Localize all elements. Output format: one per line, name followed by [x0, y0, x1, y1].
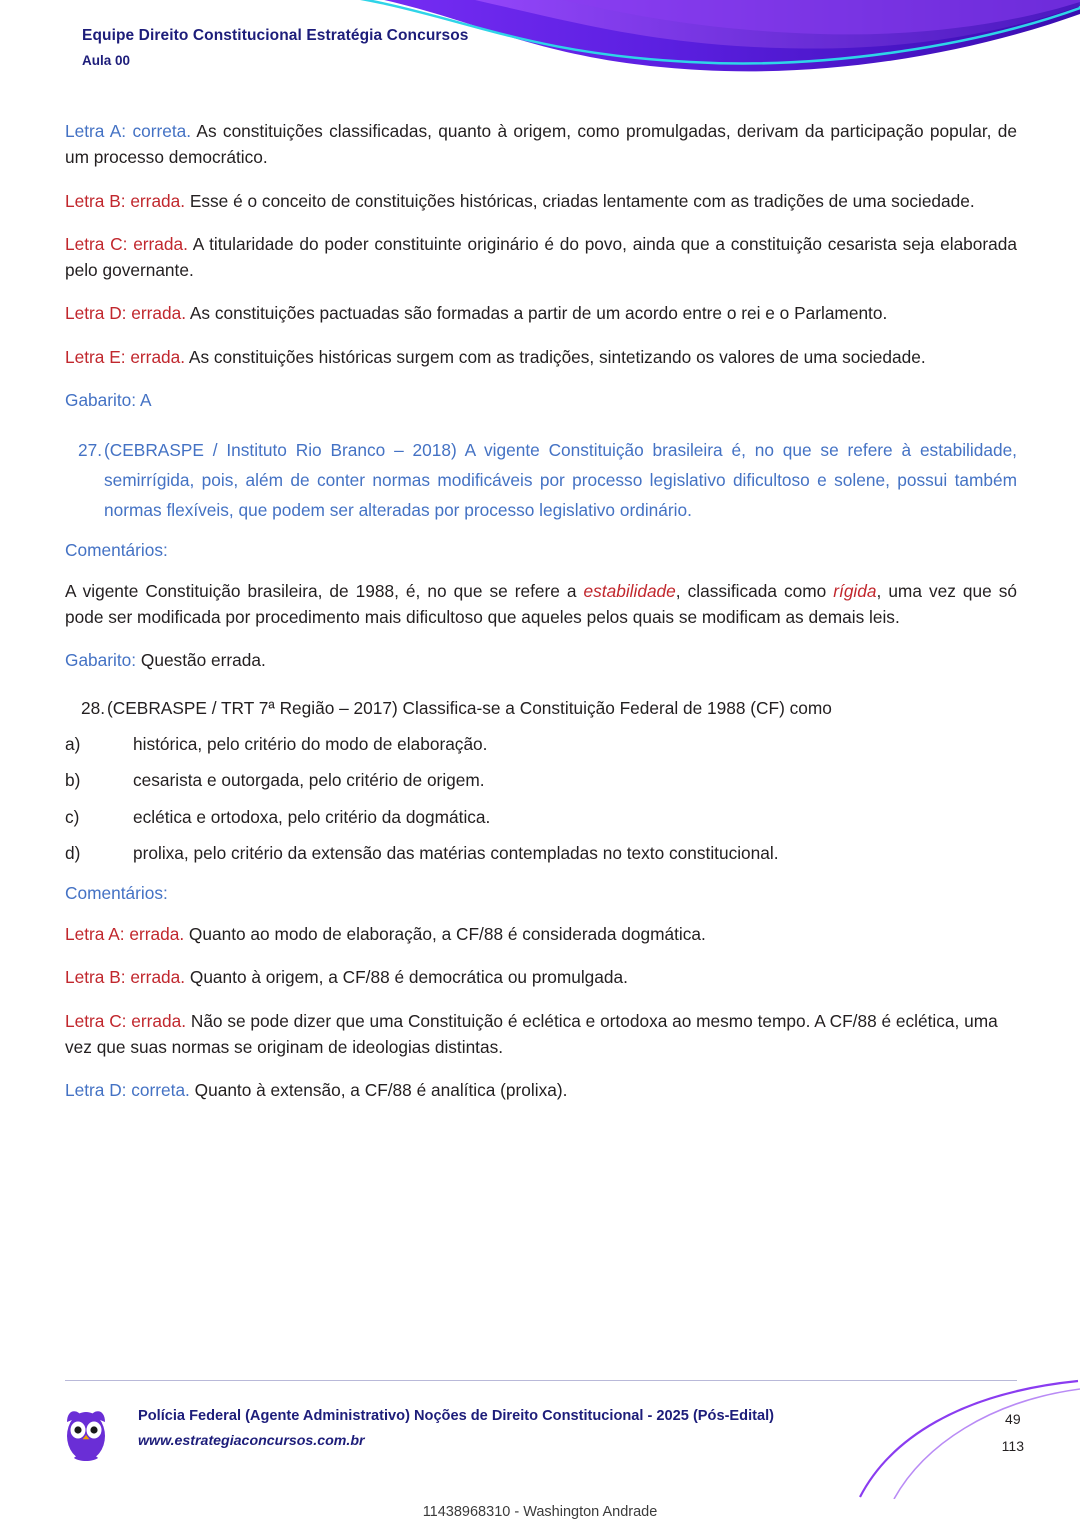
question-27-text: (CEBRASPE / Instituto Rio Branco – 2018) A vigente Constituição brasileira é, no que se refere à estabilidade, semirrígida, pois, além de conter normas modificáveis por processo legislativo dificultoso e solene, possui também normas flexíveis, que podem ser alteradas por processo legislativo ordinário.	[104, 440, 1017, 520]
footer-swoosh-graphic	[850, 1379, 1080, 1499]
q27-comment-italic-2: rígida	[833, 580, 877, 601]
question-28-number: 28.	[81, 698, 106, 719]
alternative-a	[65, 732, 1017, 756]
page-number-block	[1002, 1406, 1024, 1461]
alternative-d-letter: d)	[65, 842, 81, 863]
text-q28-letter-d: Quanto à extensão, a CF/88 é analítica (prolixa).	[189, 1080, 568, 1101]
alternative-d	[65, 841, 1017, 865]
document-content	[65, 118, 1017, 1121]
label-gabarito-2: Gabarito:	[65, 650, 137, 671]
alternative-b	[65, 768, 1017, 792]
question-28	[65, 696, 1017, 722]
header-lesson-label: Aula 00	[82, 53, 131, 68]
owl-logo-icon	[62, 1406, 110, 1462]
paragraph-letter-a	[65, 118, 1017, 171]
label-letter-a: Letra A: correta.	[65, 121, 192, 141]
text-letter-d: As constituições pactuadas são formadas a partir de um acordo entre o rei e o Parlamento.	[186, 303, 888, 324]
alternative-a-letter: a)	[65, 734, 81, 755]
label-letter-e: Letra E: errada.	[65, 346, 186, 367]
alternative-d-text: prolixa, pelo critério da extensão das matérias contempladas no texto constitucional.	[133, 842, 779, 863]
label-letter-c: Letra C: errada.	[65, 233, 188, 254]
q27-comment-part1: A vigente Constituição brasileira, de 1988, é, no que se refere a	[65, 580, 584, 601]
text-q28-letter-b: Quanto à origem, a CF/88 é democrática ou promulgada.	[185, 967, 628, 988]
value-gabarito-1: A	[136, 389, 152, 410]
paragraph-q28-letter-c	[65, 1008, 1017, 1061]
q27-comment-part3: , uma vez que só pode ser modificada por procedimento mais dificultoso que aqueles pelos quais se modificam as demais leis.	[65, 580, 1017, 627]
label-letter-b: Letra B: errada.	[65, 190, 186, 211]
text-q28-letter-a: Quanto ao modo de elaboração, a CF/88 é considerada dogmática.	[184, 924, 706, 945]
paragraph-letter-d	[65, 300, 1017, 326]
page-total: 113	[1001, 1438, 1024, 1455]
comentarios-label-2: Comentários:	[65, 883, 168, 904]
label-q28-letter-a: Letra A: errada.	[65, 924, 185, 945]
header-titles	[82, 27, 469, 68]
value-gabarito-2: Questão errada.	[136, 650, 266, 671]
paragraph-q28-letter-a	[65, 921, 1017, 947]
label-q28-letter-b: Letra B: errada.	[65, 967, 186, 988]
question-27	[65, 436, 1017, 525]
paragraph-gabarito-1	[65, 387, 1017, 413]
alternative-c-letter: c)	[65, 806, 80, 827]
text-letter-a: As constituições classificadas, quanto à origem, como promulgadas, derivam da participação popular, de um processo democrático.	[65, 121, 1017, 168]
q27-comment-italic-1: estabilidade	[583, 580, 676, 601]
watermark-text: 11438968310 - Washington Andrade	[422, 1504, 658, 1520]
paragraph-q28-letter-b	[65, 964, 1017, 990]
paragraph-gabarito-2	[65, 647, 1017, 673]
header-team-name: Equipe Direito Constitucional Estratégia Concursos	[82, 27, 469, 44]
page-header	[0, 0, 1080, 96]
footer-course-title: Polícia Federal (Agente Administrativo) Noções de Direito Constitucional - 2025 (Pós-Edital)	[138, 1408, 775, 1424]
paragraph-q28-letter-d	[65, 1077, 1017, 1103]
text-letter-e: As constituições históricas surgem com as tradições, sintetizando os valores de uma sociedade.	[185, 346, 926, 367]
page-footer	[0, 1380, 1080, 1525]
alternative-b-letter: b)	[65, 770, 81, 791]
question-27-number: 27.	[78, 440, 103, 461]
label-gabarito-1: Gabarito:	[65, 389, 137, 410]
footer-texts	[138, 1408, 774, 1449]
label-q28-letter-c: Letra C: errada.	[65, 1010, 187, 1031]
text-q28-letter-c: Não se pode dizer que uma Constituição é eclética e ortodoxa ao mesmo tempo. A CF/88 é eclética, uma vez que suas normas se originam de ideologias distintas.	[65, 1010, 998, 1057]
alternative-a-text: histórica, pelo critério do modo de elaboração.	[133, 734, 488, 755]
alternative-c	[65, 805, 1017, 829]
paragraph-letter-b	[65, 188, 1017, 214]
q27-comment-part2: , classificada como	[675, 580, 834, 601]
footer-website[interactable]: www.estrategiaconcursos.com.br	[138, 1433, 365, 1449]
question-28-text: (CEBRASPE / TRT 7ª Região – 2017) Classifica-se a Constituição Federal de 1988 (CF) como	[107, 698, 832, 719]
paragraph-letter-c	[65, 231, 1017, 284]
label-letter-d: Letra D: errada.	[65, 303, 187, 324]
comentarios-label-1: Comentários:	[65, 539, 168, 560]
label-q28-letter-d: Letra D: correta.	[65, 1080, 190, 1101]
paragraph-q27-comment	[65, 578, 1017, 631]
text-letter-c: A titularidade do poder constituinte originário é do povo, ainda que a constituição cesarista seja elaborada pelo governante.	[65, 233, 1017, 281]
page-current: 49	[1005, 1411, 1021, 1427]
text-letter-b: Esse é o conceito de constituições históricas, criadas lentamente com as tradições de uma sociedade.	[185, 190, 975, 211]
alternative-b-text: cesarista e outorgada, pelo critério de origem.	[133, 770, 485, 791]
paragraph-letter-e	[65, 344, 1017, 370]
alternative-c-text: eclética e ortodoxa, pelo critério da dogmática.	[133, 806, 491, 827]
